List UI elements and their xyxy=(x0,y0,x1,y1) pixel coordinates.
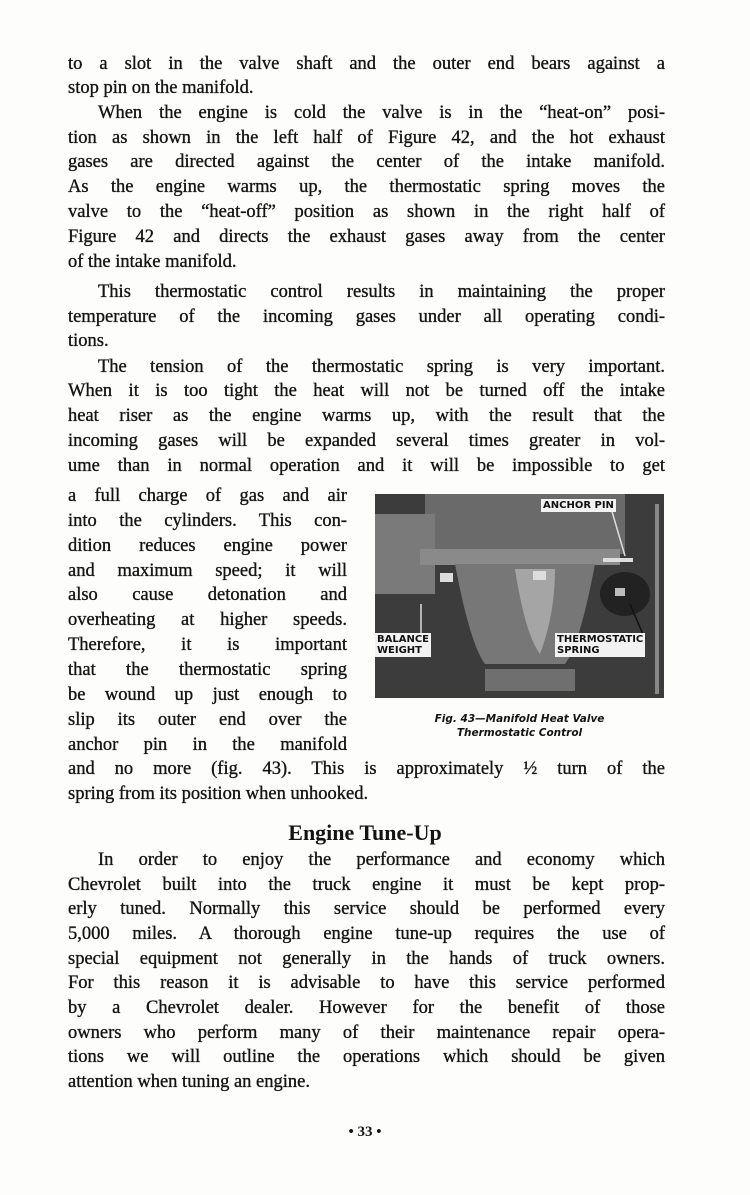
text-line: to a slot in the valve shaft and the outer end bears against a xyxy=(68,54,665,74)
text-line: anchor pin in the manifold xyxy=(68,735,347,755)
text-line: tion as shown in the left half of Figure 42, and the hot exhaust xyxy=(68,128,665,148)
text-line: of the intake manifold. xyxy=(68,252,237,272)
text-line: temperature of the incoming gases under all operating condi- xyxy=(68,307,665,327)
figure-caption xyxy=(375,712,664,740)
text-line: special equipment not generally in the hands of truck owners. xyxy=(68,949,665,969)
text-line: also cause detonation and xyxy=(68,585,347,605)
text-line: and maximum speed; it will xyxy=(68,561,347,581)
text-line: The tension of the thermostatic spring is very important. xyxy=(98,357,665,377)
label-line: BALANCE xyxy=(377,634,430,645)
label-thermostatic-spring xyxy=(555,633,645,657)
text-line: and no more (fig. 43). This is approximately ½ turn of the xyxy=(68,759,665,779)
text-line: that the thermostatic spring xyxy=(68,660,347,680)
text-line: heat riser as the engine warms up, with the result that the xyxy=(68,406,665,426)
text-line: Therefore, it is important xyxy=(68,635,347,655)
text-line: When it is too tight the heat will not be turned off the intake xyxy=(68,381,665,401)
label-anchor-pin: ANCHOR PIN xyxy=(543,500,614,511)
text-line: Chevrolet built into the truck engine it must be kept prop- xyxy=(68,875,665,895)
figure-43-photo xyxy=(375,494,664,698)
text-line: valve to the “heat-off” position as shown in the right half of xyxy=(68,202,665,222)
text-line: slip its outer end over the xyxy=(68,710,347,730)
text-line: owners who perform many of their maintenance repair opera- xyxy=(68,1023,665,1043)
text-line: by a Chevrolet dealer. However for the benefit of those xyxy=(68,998,665,1018)
text-line: This thermostatic control results in maintaining the proper xyxy=(98,282,665,302)
text-line: For this reason it is advisable to have this service performed xyxy=(68,973,665,993)
text-line: erly tuned. Normally this service should be performed every xyxy=(68,899,665,919)
text-line: ume than in normal operation and it will be impossible to get xyxy=(68,456,665,476)
text-line: spring from its position when unhooked. xyxy=(68,784,369,804)
text-line: into the cylinders. This con- xyxy=(68,511,347,531)
text-line: As the engine warms up, the thermostatic spring moves the xyxy=(68,177,665,197)
text-line: 5,000 miles. A thorough engine tune-up requires the use of xyxy=(68,924,665,944)
text-line: When the engine is cold the valve is in the “heat-on” posi- xyxy=(98,103,665,123)
text-line: In order to enjoy the performance and economy which xyxy=(98,850,665,870)
text-line: Figure 42 and directs the exhaust gases away from the center xyxy=(68,227,665,247)
section-heading: Engine Tune-Up xyxy=(288,820,442,845)
text-line: dition reduces engine power xyxy=(68,536,347,556)
text-line: be wound up just enough to xyxy=(68,685,347,705)
text-line: incoming gases will be expanded several times greater in vol- xyxy=(68,431,665,451)
text-line: gases are directed against the center of the intake manifold. xyxy=(68,152,665,172)
caption-line: Fig. 43—Manifold Heat Valve xyxy=(434,713,605,725)
text-line: overheating at higher speeds. xyxy=(68,610,347,630)
text-line: tions we will outline the operations which should be given xyxy=(68,1047,665,1067)
text-line: tions. xyxy=(68,331,109,351)
text-line: a full charge of gas and air xyxy=(68,486,347,506)
page-number: • 33 • xyxy=(348,1124,382,1140)
text-line: attention when tuning an engine. xyxy=(68,1072,310,1092)
text-line: stop pin on the manifold. xyxy=(68,78,254,98)
label-line: THERMOSTATIC xyxy=(557,634,644,645)
manifold-valve-illustration xyxy=(375,494,664,698)
label-line: WEIGHT xyxy=(377,645,422,656)
label-balance-weight xyxy=(375,633,431,657)
label-line: SPRING xyxy=(557,645,600,656)
caption-line: Thermostatic Control xyxy=(456,727,583,739)
